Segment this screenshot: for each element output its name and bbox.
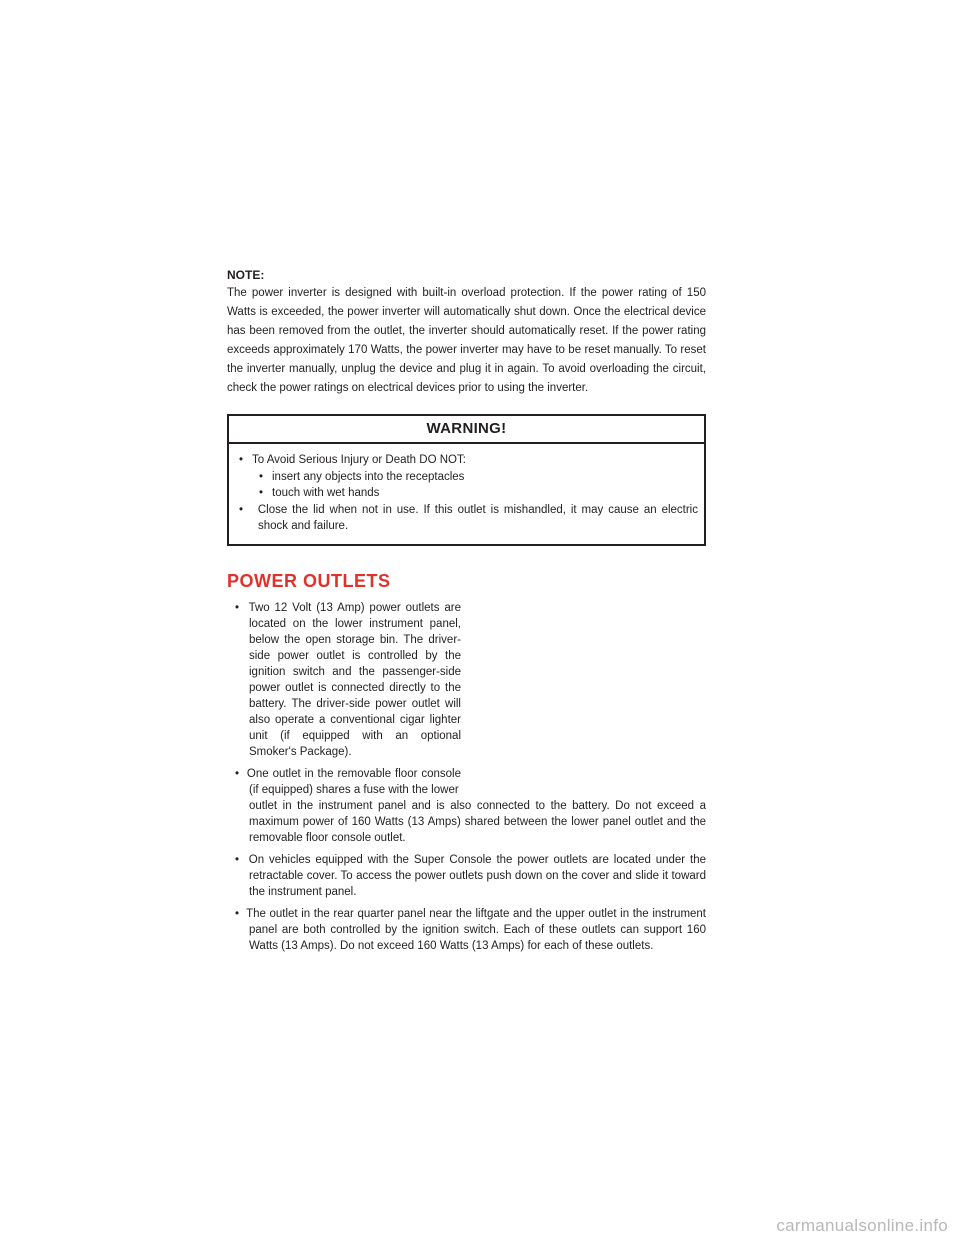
watermark-text: carmanualsonline.info — [776, 1216, 948, 1235]
page-content — [227, 267, 706, 960]
bullet-icon: • — [235, 601, 240, 614]
warning-body — [229, 444, 704, 544]
bullet-icon: • — [259, 470, 264, 483]
note-label: NOTE: — [227, 268, 265, 282]
bullet-icon: • — [239, 503, 244, 516]
warning-subitem-text: touch with wet hands — [272, 487, 380, 499]
warning-subitem-text: insert any objects into the receptacles — [272, 470, 465, 483]
warning-subitem — [235, 469, 698, 486]
list-item — [227, 766, 706, 846]
note-text: The power inverter is designed with built-in overload protection. If the power rating of 150 Watts is exceeded, the power inverter will automatically shut down. Once the electrical device has been removed from the outlet, the inverter should automatically reset. If the power rating exceeds approximately 170 Watts, the power inverter may have to be reset manually. To reset the inverter manually, unplug the device and plug it in again. To avoid overloading the circuit, check the power ratings on electrical devices prior to using the inverter. — [227, 287, 706, 394]
warning-subitem — [235, 485, 698, 502]
bullet-icon: • — [235, 853, 240, 866]
list-item — [227, 600, 461, 760]
list-item-text-bottom — [249, 798, 706, 846]
bullet-list — [227, 600, 706, 954]
list-item-text: outlet in the instrument panel and is also connected to the battery. Do not exceed a maximum power of 160 Watts (13 Amps) shared between the lower panel outlet and the removable floor console outlet. — [249, 799, 706, 844]
warning-box — [227, 414, 706, 546]
list-item — [227, 906, 706, 954]
bullet-icon: • — [235, 767, 240, 780]
warning-item — [235, 502, 698, 535]
list-item-text: One outlet in the removable floor console (if equipped) shares a fuse with the lower — [246, 767, 462, 796]
warning-item — [235, 452, 698, 469]
section-title: POWER OUTLETS — [227, 570, 391, 591]
warning-item-text: Close the lid when not in use. If this outlet is mishandled, it may cause an electric shock and failure. — [257, 503, 698, 532]
warning-item-text: To Avoid Serious Injury or Death DO NOT: — [252, 454, 466, 466]
list-item-text: The outlet in the rear quarter panel near the liftgate and the upper outlet in the instrument panel are both controlled by the ignition switch. Each of these outlets can support 160 Watts (13 Amps). Do not exceed 160 Watts (13 Amps) for each of these outlets. — [246, 907, 707, 952]
bullet-icon: • — [235, 907, 240, 920]
warning-title: WARNING! — [229, 416, 704, 444]
list-item-text-top — [235, 766, 462, 798]
list-item-text: Two 12 Volt (13 Amp) power outlets are located on the lower instrument panel, below the open storage bin. The driver-side power outlet is controlled by the ignition switch and the passenger-side power outlet is connected directly to the battery. The driver-side power outlet will also operate a conventional cigar lighter unit (if equipped with an optional Smoker's Package). — [248, 601, 461, 758]
bullet-icon: • — [259, 487, 264, 499]
list-item — [227, 852, 706, 900]
list-item-text: On vehicles equipped with the Super Console the power outlets are located under the retractable cover. To access the power outlets push down on the cover and slide it toward the instrument panel. — [248, 853, 706, 898]
bullet-icon: • — [239, 454, 244, 466]
